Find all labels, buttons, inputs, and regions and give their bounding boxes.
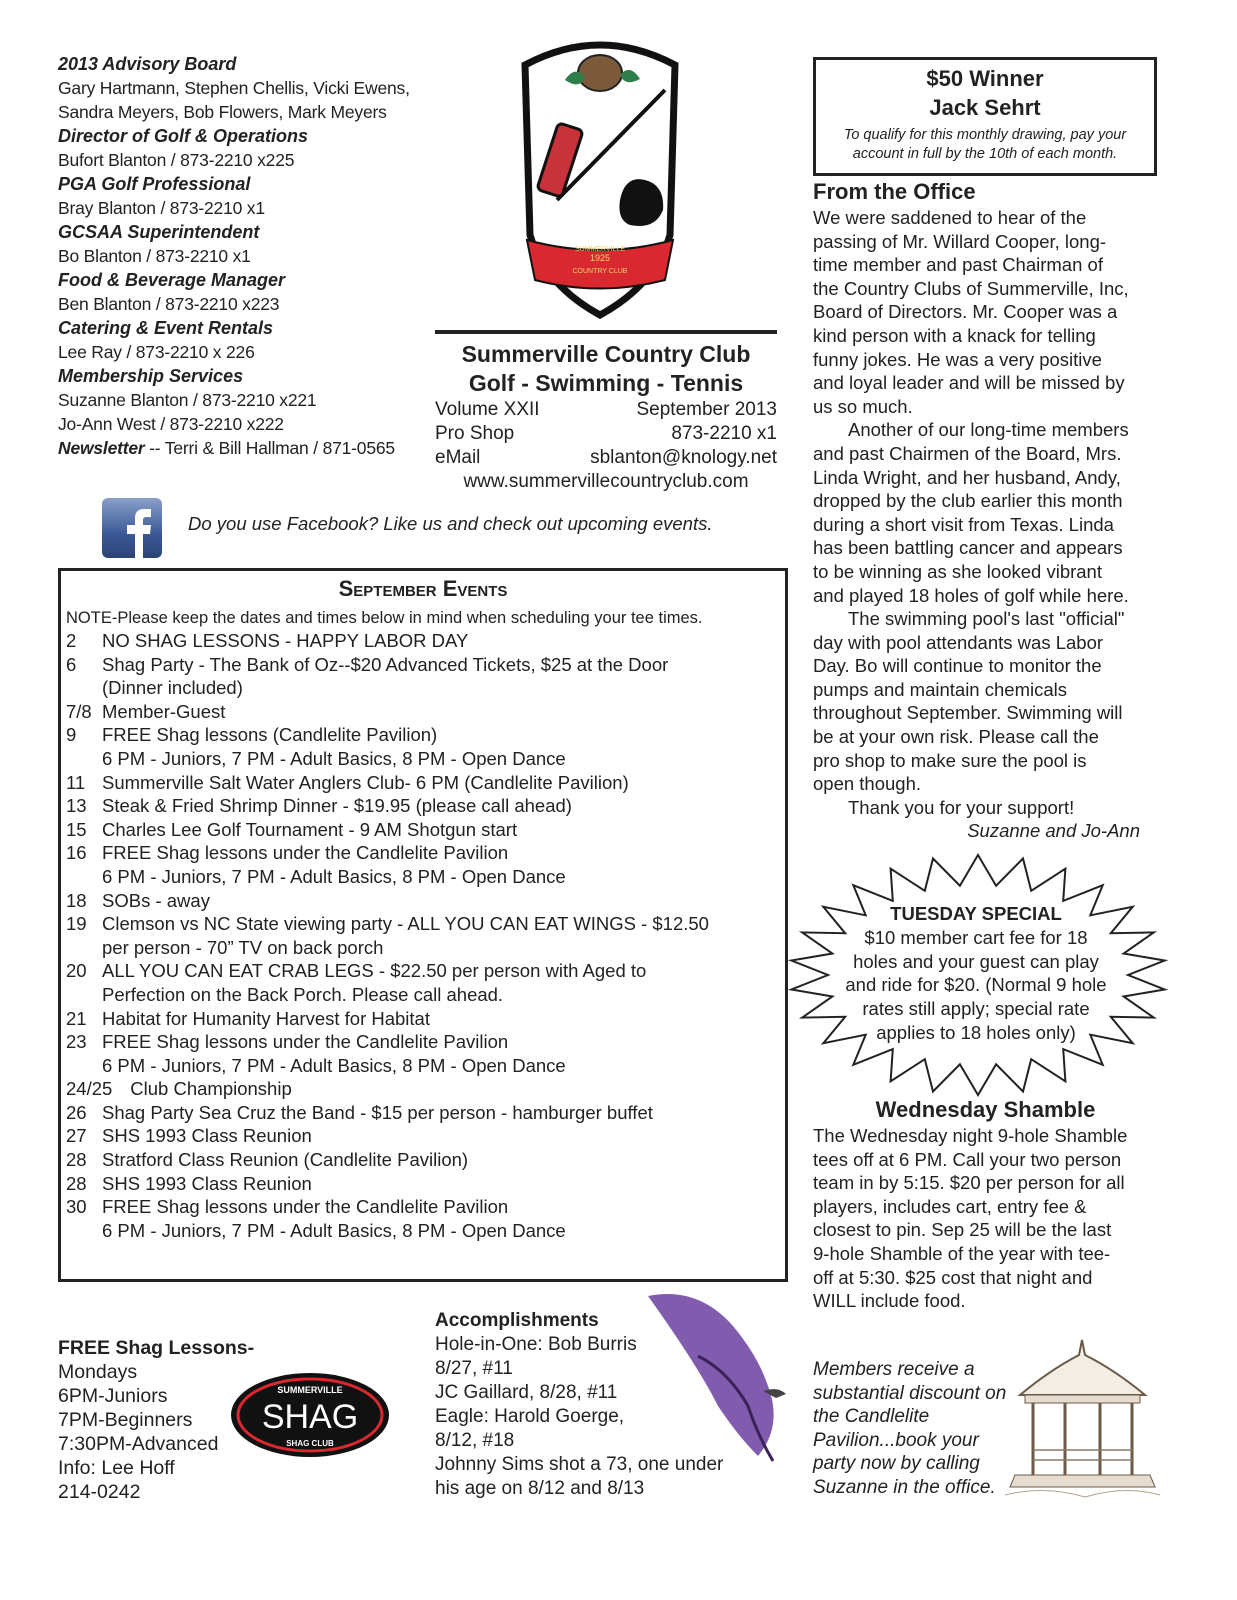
event-row bbox=[61, 794, 785, 818]
event-date: 20 bbox=[66, 960, 87, 982]
event-row bbox=[61, 747, 785, 771]
event-date: 15 bbox=[66, 818, 87, 840]
office-paragraph bbox=[813, 418, 1158, 607]
accomplishment-line: Hole-in-One: Bob Burris bbox=[435, 1334, 637, 1355]
event-row bbox=[61, 771, 785, 795]
tuesday-line: and ride for $20. (Normal 9 hole bbox=[845, 974, 1107, 996]
winner-box bbox=[813, 57, 1157, 176]
event-date: 28 bbox=[66, 1172, 87, 1194]
office-line: pro shop to make sure the pool is bbox=[813, 749, 1087, 771]
event-date: 16 bbox=[66, 842, 87, 864]
tuesday-line: $10 member cart fee for 18 bbox=[864, 926, 1088, 948]
shag-club-logo bbox=[229, 1371, 391, 1459]
shag-logo-top: SUMMERVILLE bbox=[277, 1385, 343, 1395]
event-date: 2 bbox=[66, 630, 77, 651]
office-line: time member and past Chairman of bbox=[813, 254, 1103, 276]
office-line: pumps and maintain chemicals bbox=[813, 678, 1067, 700]
winner-name: Jack Sehrt bbox=[929, 95, 1041, 120]
role-title: PGA Golf Professional bbox=[58, 174, 251, 194]
pavilion-line: the Candlelite bbox=[813, 1406, 930, 1428]
event-text: (Dinner included) bbox=[102, 677, 243, 699]
office-line: and loyal leader and will be missed by bbox=[813, 372, 1125, 394]
issue-date: September 2013 bbox=[636, 399, 777, 420]
office-line: to be winning as she looked vibrant bbox=[813, 560, 1102, 582]
events-note: NOTE-Please keep the dates and times below in mind when scheduling your tee times. bbox=[66, 609, 703, 627]
accomplishment-line: 8/27, #11 bbox=[435, 1358, 513, 1379]
wednesday-line: team in by 5:15. $20 per person for all bbox=[813, 1172, 1125, 1194]
email-row bbox=[435, 446, 777, 470]
office-line: during a short visit from Texas. Linda bbox=[813, 513, 1114, 535]
wednesday-line: players, includes cart, entry fee & bbox=[813, 1195, 1087, 1217]
role-contact: Suzanne Blanton / 873-2210 x221 bbox=[58, 390, 317, 410]
event-row bbox=[61, 1148, 785, 1172]
proshop-label: Pro Shop bbox=[435, 423, 515, 444]
office-line: We were saddened to hear of the bbox=[813, 207, 1087, 228]
event-text: FREE Shag lessons under the Candlelite Pavilion bbox=[102, 842, 509, 864]
accomplishment-line: 8/12, #18 bbox=[435, 1430, 515, 1451]
role-title: Catering & Event Rentals bbox=[58, 318, 274, 338]
event-text: Stratford Class Reunion (Candlelite Pavilion) bbox=[102, 1149, 469, 1171]
office-line: and past Chairmen of the Board, Mrs. bbox=[813, 442, 1122, 464]
accomplishment-line: his age on 8/12 and 8/13 bbox=[435, 1478, 645, 1499]
wednesday-text bbox=[813, 1124, 1158, 1313]
office-line: Linda Wright, and her husband, Andy, bbox=[813, 466, 1121, 488]
facebook-icon[interactable] bbox=[102, 498, 162, 558]
club-tagline: Golf - Swimming - Tennis bbox=[468, 370, 744, 396]
event-date: 26 bbox=[66, 1101, 87, 1123]
event-row bbox=[61, 700, 785, 724]
event-row bbox=[61, 1007, 785, 1031]
wednesday-section bbox=[813, 1096, 1158, 1313]
shag-line: 7PM-Beginners bbox=[58, 1409, 193, 1431]
pavilion-line: Members receive a bbox=[813, 1359, 975, 1380]
accomplishments-heading: Accomplishments bbox=[435, 1310, 599, 1331]
pavilion-note bbox=[813, 1358, 1006, 1500]
role-title: Food & Beverage Manager bbox=[58, 270, 286, 290]
event-row bbox=[61, 959, 785, 983]
club-crest-icon bbox=[505, 35, 695, 320]
event-row bbox=[61, 653, 785, 677]
event-date: 7/8 bbox=[66, 700, 92, 722]
proshop-phone: 873-2210 x1 bbox=[671, 423, 777, 444]
wednesday-line: The Wednesday night 9-hole Shamble bbox=[813, 1125, 1128, 1146]
event-row bbox=[61, 983, 785, 1007]
event-text: NO SHAG LESSONS - HAPPY LABOR DAY bbox=[102, 630, 469, 651]
facebook-f-icon bbox=[102, 498, 162, 558]
event-text: 6 PM - Juniors, 7 PM - Adult Basics, 8 PM - Open Dance bbox=[102, 1054, 566, 1076]
accomplishment-line: Eagle: Harold Goerge, bbox=[435, 1406, 625, 1427]
event-date: 11 bbox=[66, 771, 86, 793]
event-date: 28 bbox=[66, 1149, 87, 1171]
wednesday-line: tees off at 6 PM. Call your two person bbox=[813, 1148, 1122, 1170]
event-row bbox=[61, 865, 785, 889]
event-text: Habitat for Humanity Harvest for Habitat bbox=[102, 1007, 430, 1029]
board-line: Sandra Meyers, Bob Flowers, Mark Meyers bbox=[58, 102, 387, 122]
crest-banner-year: 1925 bbox=[589, 253, 611, 263]
board-line: Gary Hartmann, Stephen Chellis, Vicki Ewens, bbox=[58, 78, 410, 98]
volume-row bbox=[435, 398, 777, 422]
tuesday-line: rates still apply; special rate bbox=[862, 998, 1090, 1020]
event-date: 6 bbox=[66, 653, 77, 675]
event-date: 30 bbox=[66, 1196, 87, 1218]
event-text: FREE Shag lessons (Candlelite Pavilion) bbox=[102, 724, 438, 746]
event-row bbox=[61, 676, 785, 700]
wednesday-line: closest to pin. Sep 25 will be the last bbox=[813, 1219, 1112, 1241]
office-line: funny jokes. He was a very positive bbox=[813, 348, 1102, 370]
office-line: be at your own risk. Please call the bbox=[813, 726, 1099, 748]
board-title: 2013 Advisory Board bbox=[58, 54, 237, 74]
office-line: throughout September. Swimming will bbox=[813, 702, 1123, 724]
events-list bbox=[61, 629, 785, 1242]
event-row bbox=[61, 936, 785, 960]
tuesday-heading: TUESDAY SPECIAL bbox=[890, 903, 1062, 924]
role-title: Director of Golf & Operations bbox=[58, 126, 309, 146]
office-line: day with pool attendants was Labor bbox=[813, 631, 1104, 653]
pavilion-line: substantial discount on bbox=[813, 1382, 1007, 1404]
event-row bbox=[61, 1030, 785, 1054]
office-line: and played 18 holes of golf while here. bbox=[813, 584, 1129, 606]
wednesday-line: 9-hole Shamble of the year with tee- bbox=[813, 1242, 1111, 1264]
event-date: 21 bbox=[66, 1007, 87, 1029]
tuesday-line: holes and your guest can play bbox=[853, 950, 1099, 972]
wednesday-line: WILL include food. bbox=[813, 1290, 966, 1312]
event-row bbox=[61, 1101, 785, 1125]
events-heading: September Events bbox=[338, 576, 508, 601]
email-link[interactable]: sblanton@knology.net bbox=[590, 447, 777, 468]
event-row bbox=[61, 1124, 785, 1148]
accomplishment-line: Johnny Sims shot a 73, one under bbox=[435, 1454, 724, 1475]
winner-note: To qualify for this monthly drawing, pay your bbox=[843, 127, 1127, 143]
event-date: 18 bbox=[66, 889, 87, 911]
office-paragraph bbox=[813, 607, 1158, 796]
event-text: 6 PM - Juniors, 7 PM - Adult Basics, 8 PM - Open Dance bbox=[102, 865, 566, 887]
event-row bbox=[61, 1219, 785, 1243]
role-contact: Bufort Blanton / 873-2210 x225 bbox=[58, 150, 295, 170]
masthead bbox=[435, 330, 777, 494]
shag-line: 6PM-Juniors bbox=[58, 1385, 168, 1407]
pavilion-line: party now by calling bbox=[813, 1453, 980, 1475]
event-text: SHS 1993 Class Reunion bbox=[102, 1172, 312, 1194]
office-signature: Suzanne and Jo-Ann bbox=[967, 820, 1140, 842]
event-row bbox=[61, 1077, 785, 1101]
office-line: dropped by the club earlier this month bbox=[813, 490, 1123, 512]
event-text: SOBs - away bbox=[102, 889, 210, 911]
office-line: open though. bbox=[813, 773, 922, 795]
email-label: eMail bbox=[435, 447, 481, 468]
event-text: Member-Guest bbox=[102, 700, 226, 722]
event-row bbox=[61, 723, 785, 747]
event-text: Shag Party Sea Cruz the Band - $15 per person - hamburger buffet bbox=[102, 1101, 653, 1123]
office-thanks: Thank you for your support! bbox=[848, 796, 1075, 818]
event-text: SHS 1993 Class Reunion bbox=[102, 1125, 312, 1147]
website-link[interactable]: www.summervillecountryclub.com bbox=[463, 471, 749, 492]
event-date: 9 bbox=[66, 724, 77, 746]
crest-banner-bottom: COUNTRY CLUB bbox=[572, 268, 628, 275]
event-date: 13 bbox=[66, 795, 87, 817]
shag-line: 214-0242 bbox=[58, 1481, 141, 1503]
role-title: GCSAA Superintendent bbox=[58, 222, 260, 242]
event-row bbox=[61, 889, 785, 913]
shag-heading: FREE Shag Lessons- bbox=[58, 1337, 255, 1359]
event-text: Shag Party - The Bank of Oz--$20 Advanced Tickets, $25 at the Door bbox=[102, 653, 669, 675]
event-text: FREE Shag lessons under the Candlelite Pavilion bbox=[102, 1031, 509, 1053]
events-box bbox=[58, 568, 788, 1282]
office-line: The swimming pool's last "official" bbox=[848, 608, 1125, 630]
shag-line: 7:30PM-Advanced bbox=[58, 1433, 219, 1455]
newsletter-line bbox=[58, 436, 448, 460]
crest-banner-top: SUMMERVILLE bbox=[574, 246, 626, 253]
proshop-row bbox=[435, 422, 777, 446]
shag-logo-bottom: SHAG CLUB bbox=[286, 1439, 334, 1448]
office-line: Board of Directors. Mr. Cooper was a bbox=[813, 301, 1118, 323]
wednesday-line: off at 5:30. $25 cost that night and bbox=[813, 1266, 1093, 1288]
gazebo-icon bbox=[1005, 1335, 1160, 1505]
office-line: kind person with a knack for telling bbox=[813, 324, 1096, 346]
pavilion-line: Pavilion...book your bbox=[813, 1429, 979, 1451]
winner-title: $50 Winner bbox=[926, 66, 1044, 91]
winner-note: account in full by the 10th of each month. bbox=[852, 146, 1118, 162]
event-text: Charles Lee Golf Tournament - 9 AM Shotgun start bbox=[102, 818, 518, 840]
tuesday-line: applies to 18 holes only) bbox=[876, 1021, 1076, 1043]
shag-logo-main: SHAG bbox=[261, 1398, 359, 1436]
office-line: has been battling cancer and appears bbox=[813, 537, 1123, 559]
event-row bbox=[61, 1195, 785, 1219]
event-text: 6 PM - Juniors, 7 PM - Adult Basics, 8 PM - Open Dance bbox=[102, 747, 566, 769]
staff-directory bbox=[58, 52, 448, 460]
event-row bbox=[61, 912, 785, 936]
event-row bbox=[61, 1172, 785, 1196]
event-text: Summerville Salt Water Anglers Club- 6 PM (Candlelite Pavilion) bbox=[102, 771, 629, 793]
volume-label: Volume XXII bbox=[435, 399, 540, 420]
newsletter-contact: -- Terri & Bill Hallman / 871-0565 bbox=[144, 438, 395, 458]
role-contact: Bray Blanton / 873-2210 x1 bbox=[58, 198, 265, 218]
tuesday-text bbox=[826, 926, 1126, 1045]
office-line: Day. Bo will continue to monitor the bbox=[813, 655, 1102, 677]
event-text: FREE Shag lessons under the Candlelite Pavilion bbox=[102, 1196, 509, 1218]
pavilion-line: Suzanne in the office. bbox=[813, 1476, 996, 1498]
event-row bbox=[61, 818, 785, 842]
tuesday-special bbox=[826, 902, 1126, 1045]
role-contact: Jo-Ann West / 873-2210 x222 bbox=[58, 414, 284, 434]
event-row bbox=[61, 629, 785, 653]
role-contact: Ben Blanton / 873-2210 x223 bbox=[58, 294, 280, 314]
event-date: 23 bbox=[66, 1031, 87, 1053]
shag-lessons bbox=[58, 1336, 254, 1504]
event-text: Club Championship bbox=[130, 1078, 292, 1100]
wednesday-heading: Wednesday Shamble bbox=[875, 1097, 1096, 1122]
facebook-prompt: Do you use Facebook? Like us and check out upcoming events. bbox=[188, 513, 713, 534]
office-paragraph bbox=[813, 206, 1158, 418]
event-text: Clemson vs NC State viewing party - ALL YOU CAN EAT WINGS - $12.50 bbox=[102, 913, 709, 935]
event-date: 19 bbox=[66, 913, 87, 935]
event-text: per person - 70” TV on back porch bbox=[102, 936, 384, 958]
role-contact: Lee Ray / 873-2210 x 226 bbox=[58, 342, 255, 362]
office-line: the Country Clubs of Summerville, Inc, bbox=[813, 277, 1129, 299]
accomplishment-line: JC Gaillard, 8/28, #11 bbox=[435, 1382, 618, 1403]
event-text: 6 PM - Juniors, 7 PM - Adult Basics, 8 PM - Open Dance bbox=[102, 1219, 566, 1241]
event-date: 24/25 bbox=[66, 1078, 113, 1100]
shag-line: Info: Lee Hoff bbox=[58, 1457, 175, 1479]
shag-text bbox=[58, 1360, 254, 1504]
role-title: Membership Services bbox=[58, 366, 244, 386]
office-line: passing of Mr. Willard Cooper, long- bbox=[813, 230, 1107, 252]
eagle-icon bbox=[638, 1286, 788, 1466]
event-text: Steak & Fried Shrimp Dinner - $19.95 (please call ahead) bbox=[102, 795, 572, 817]
event-date: 27 bbox=[66, 1125, 87, 1147]
event-text: Perfection on the Back Porch. Please call ahead. bbox=[102, 983, 504, 1005]
event-row bbox=[61, 1054, 785, 1078]
event-row bbox=[61, 841, 785, 865]
office-line: us so much. bbox=[813, 395, 913, 417]
shag-line: Mondays bbox=[58, 1361, 138, 1383]
office-line: Another of our long-time members bbox=[848, 419, 1129, 441]
role-contact: Bo Blanton / 873-2210 x1 bbox=[58, 246, 251, 266]
club-name: Summerville Country Club bbox=[461, 341, 751, 367]
newsletter-title: Newsletter bbox=[58, 438, 145, 458]
office-section bbox=[813, 178, 1158, 843]
office-heading: From the Office bbox=[813, 179, 976, 204]
event-text: ALL YOU CAN EAT CRAB LEGS - $22.50 per person with Aged to bbox=[102, 960, 647, 982]
